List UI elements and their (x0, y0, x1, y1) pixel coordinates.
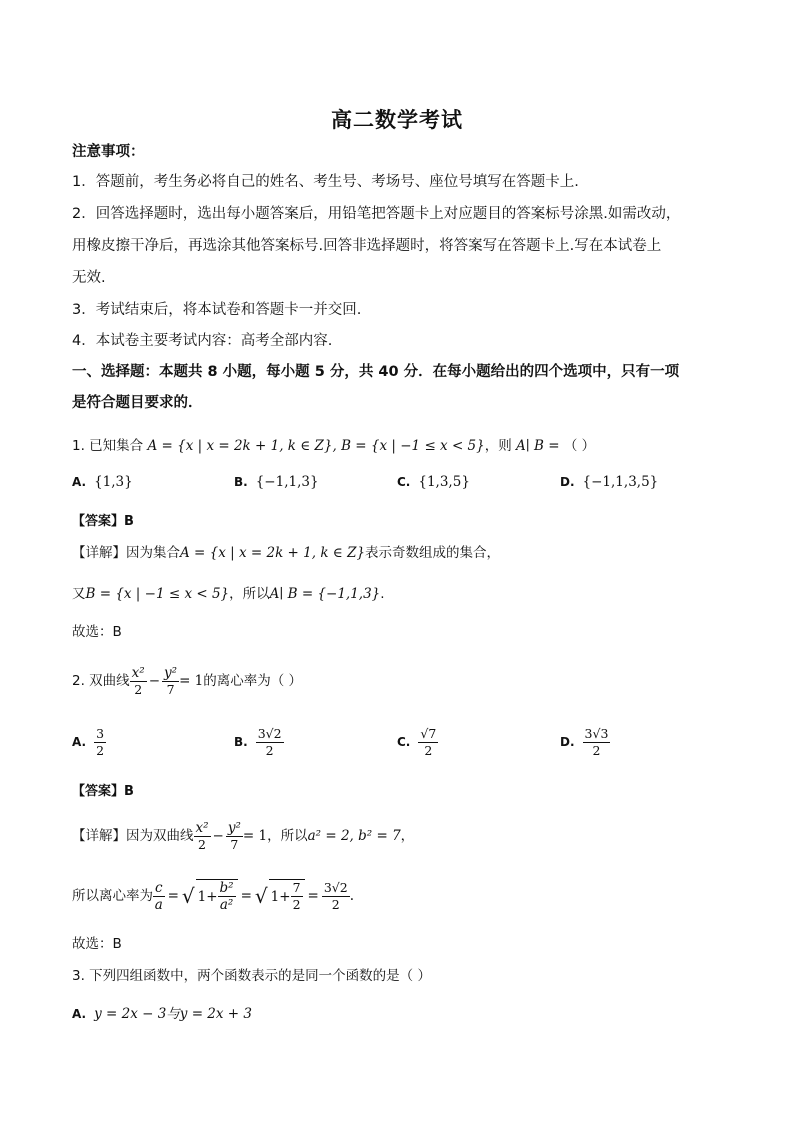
q2-detail-so: ，所以 (267, 828, 308, 844)
notice-item-2-end: 无效. (72, 270, 106, 286)
q2-a2: a² (219, 897, 234, 913)
notice-item-1: 1．答题前，考生务必将自己的姓名、考生号、考场号、座位号填写在答题卡上. (72, 174, 579, 190)
q1-choose: 故选：B (72, 624, 122, 640)
q2-result-frac (322, 880, 350, 913)
q2-result-num: 3√2 (323, 879, 348, 895)
q1-set-b: , B = {x | −1 ≤ x < 5} (332, 438, 485, 454)
q1-detail-line2 (72, 584, 385, 604)
q1-option-b-text: {−1,1,3} (255, 474, 319, 490)
q2-detail-ab: a² = 2, b² = 7 (307, 828, 401, 844)
q2-frac-x-num: x² (131, 664, 145, 681)
q2-frac-x-den: 2 (134, 681, 143, 697)
q1-detail-set-a: A = {x | x = 2k + 1, k ∈ Z} (180, 545, 366, 561)
q1-detail-so: ，所以 (229, 586, 270, 602)
q2-option-a-frac (94, 726, 106, 759)
q1-option-d-text: {−1,1,3,5} (582, 474, 659, 490)
q1-option-d[interactable] (560, 471, 658, 490)
q2-two: 2 (292, 897, 301, 912)
q1-detail-set-b: B = {x | −1 ≤ x < 5} (85, 586, 230, 602)
q1-set-a: A = {x | x = 2k + 1, k ∈ Z} (147, 438, 333, 454)
q1-stem (72, 436, 595, 456)
q2-ecc-a: a (154, 896, 163, 913)
q2-seven: 7 (292, 880, 301, 895)
q2-frac-y-num: y² (164, 664, 178, 681)
q1-prefix: 1. 已知集合 (72, 438, 144, 454)
q2-option-c-frac (418, 726, 438, 759)
q2-option-c-den: 2 (424, 742, 433, 758)
q1-expr: A∣ B = (516, 438, 560, 454)
q2-detail-frac-x-den: 2 (198, 836, 206, 852)
q2-sqrt-2 (269, 879, 305, 913)
q2-result-den: 2 (331, 896, 340, 912)
q1-paren: （ ） (563, 438, 596, 454)
q2-b2: b² (219, 880, 234, 896)
q2-option-a-num: 3 (96, 725, 105, 741)
section-heading-line1: 一、选择题：本题共 8 小题，每小题 5 分，共 40 分．在每小题给出的四个选项中，只有一项 (72, 364, 680, 380)
q1-option-c-text: {1,3,5} (418, 474, 470, 490)
q2-option-c-label: C. (397, 735, 411, 749)
q2-detail-eq-tail: = 1 (242, 828, 268, 844)
q2-choose: 故选：B (72, 936, 122, 952)
q2-sqrt-2-one: 1+ (270, 888, 291, 905)
q2-option-b[interactable] (234, 722, 284, 762)
q1-option-c-label: C. (397, 475, 411, 489)
q2-frac-y (162, 665, 179, 698)
q2-detail-comma: ， (400, 828, 415, 844)
notice-item-4: 4．本试卷主要考试内容：高考全部内容. (72, 333, 333, 349)
q1-option-b[interactable] (234, 471, 319, 490)
q2-detail-frac-y (226, 820, 243, 853)
q2-option-d-den: 2 (592, 742, 601, 758)
q1-answer: 【答案】B (72, 514, 134, 529)
q2-detail-frac-y-num: y² (227, 819, 241, 836)
q2-option-d-label: D. (560, 735, 575, 749)
q2-option-c-num: √7 (420, 725, 437, 741)
q2-detail-frac-y-den: 7 (230, 836, 239, 852)
q1-detail-label: 【详解】因为集合 (72, 545, 180, 561)
q2-detail-frac-x-num: x² (195, 819, 209, 836)
q2-ask: 的离心率为（ ） (203, 673, 303, 689)
q2-option-a[interactable] (72, 722, 106, 762)
q2-detail-line2: 所以离心率为 $\frac{c}{a}$ = √ 1+ $\frac{\text{b²}}{\text{a²}}$ = √ 1+ $\frac{7}{2}$ = $\frac{3√2}{2}$ . (72, 879, 354, 913)
q3-option-a-label: A. (72, 1007, 87, 1021)
q2-b2-over-a2 (218, 880, 236, 913)
notice-item-2-cont: 用橡皮擦干净后，再选涂其他答案标号.回答非选择题时，将答案写在答题卡上.写在本试卷上 (72, 238, 662, 254)
q2-sqrt-1-one: 1+ (197, 888, 218, 905)
q2-option-b-den: 2 (265, 742, 274, 758)
notice-item-2: 2．回答选择题时，选出每小题答案后，用铅笔把答题卡上对应题目的答案标号涂黑.如需改动， (72, 206, 681, 222)
q2-detail-label: 【详解】因为双曲线 (72, 828, 194, 844)
q1-detail-desc: 表示奇数组成的集合， (365, 545, 501, 561)
q1-detail-line1 (72, 543, 500, 563)
q2-ecc-c-over-a (153, 880, 165, 913)
q3-stem: 3. 下列四组函数中，两个函数表示的是同一个函数的是（ ） (72, 968, 431, 984)
q2-option-a-label: A. (72, 735, 87, 749)
q1-ask: ，则 (484, 438, 512, 454)
q2-option-c[interactable] (397, 722, 438, 762)
q2-eq-tail: = 1 (179, 673, 204, 689)
q2-option-b-num: 3√2 (257, 725, 282, 741)
q2-frac-y-den: 7 (166, 681, 175, 697)
q2-option-b-frac (256, 726, 284, 759)
q2-sqrt-1 (196, 879, 238, 913)
q1-detail-result: A∣ B = {−1,1,3} (269, 586, 381, 602)
q2-7-over-2 (291, 880, 303, 913)
q2-answer: 【答案】B (72, 784, 134, 799)
q2-option-d[interactable] (560, 722, 610, 762)
q1-option-d-label: D. (560, 475, 575, 489)
q1-option-c[interactable] (397, 471, 470, 490)
q2-detail-line1: 【详解】因为双曲线 $\frac{\text{x²}}{2}$ − $\frac{\text{y²}}{7}$ = 1 ，所以 a² = 2, b² = 7 ， (72, 819, 415, 852)
q2-option-d-num: 3√3 (584, 725, 609, 741)
q2-ecc-c: c (155, 879, 163, 896)
q2-option-b-label: B. (234, 735, 248, 749)
q1-option-a-text: {1,3} (94, 474, 133, 490)
q2-prefix: 2. 双曲线 (72, 673, 130, 689)
q2-stem: 2. 双曲线 $\frac{\text{x²}}{2}$ − $\frac{\text{y²}}{7}$ = 1 的离心率为（ ） (72, 664, 303, 697)
q2-detail-frac-x (194, 820, 211, 853)
section-heading-line2: 是符合题目要求的． (72, 395, 203, 411)
q2-frac-x (130, 665, 147, 698)
q1-detail-also: 又 (72, 586, 86, 602)
q1-option-a-label: A. (72, 475, 87, 489)
q1-option-a[interactable] (72, 471, 133, 490)
q3-option-a-text: y = 2x − 3与y = 2x + 3 (94, 1006, 252, 1022)
q2-option-a-den: 2 (96, 742, 105, 758)
page-title: 高二数学考试 (331, 107, 463, 132)
q3-option-a[interactable] (72, 1002, 252, 1022)
q1-detail-period: . (380, 586, 385, 602)
notice-heading: 注意事项： (72, 144, 145, 160)
q2-detail-ecc-label: 所以离心率为 (72, 888, 153, 904)
notice-item-3: 3．考试结束后，将本试卷和答题卡一并交回. (72, 302, 362, 318)
q1-option-b-label: B. (234, 475, 248, 489)
q2-option-d-frac (583, 726, 611, 759)
